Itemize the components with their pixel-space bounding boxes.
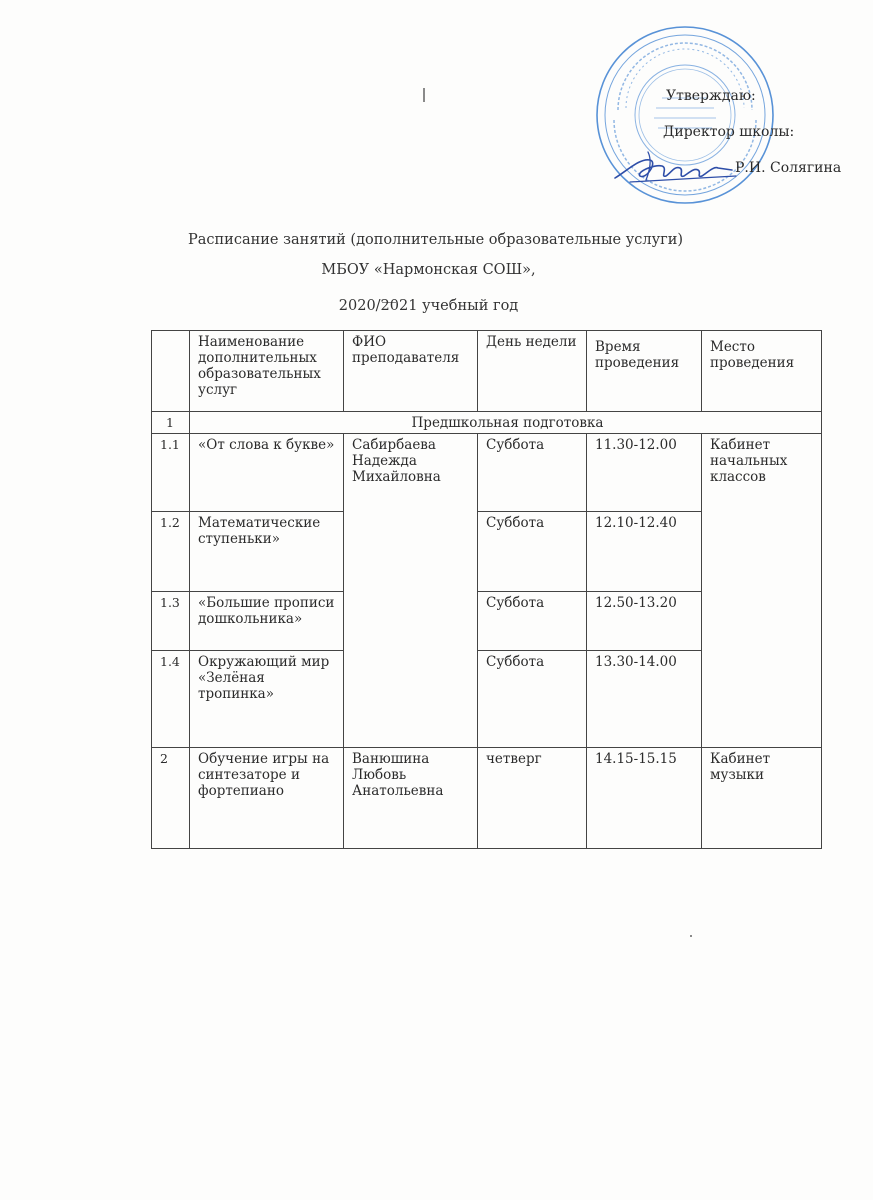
row-number: 2 xyxy=(152,748,190,849)
scan-mark xyxy=(690,935,692,937)
section-number: 1 xyxy=(152,412,190,434)
scan-mark xyxy=(423,88,425,102)
row-number: 1.3 xyxy=(152,592,190,651)
lesson-day: четверг xyxy=(478,748,587,849)
school-name: МБОУ «Нармонская СОШ», xyxy=(321,262,536,278)
lesson-place: Кабинет музыки xyxy=(702,748,822,849)
service-name: Окружающий мир «Зелёная тропинка» xyxy=(190,651,344,748)
row-number: 1.1 xyxy=(152,434,190,512)
signature-icon xyxy=(610,140,740,190)
row-number: 1.2 xyxy=(152,512,190,592)
lesson-day: Суббота xyxy=(478,592,587,651)
header-cell-service: Наименование дополнительных образовательных услуг xyxy=(190,331,344,412)
approval-label: Утверждаю: xyxy=(666,88,756,104)
lesson-time: 14.15-15.15 xyxy=(587,748,702,849)
header-cell-place: Место проведения xyxy=(702,331,822,412)
lesson-time: 12.50-13.20 xyxy=(587,592,702,651)
schedule-table xyxy=(151,330,822,849)
school-year: 2020/2021 учебный год xyxy=(338,298,519,314)
lesson-place: Кабинет начальных классов xyxy=(702,434,822,748)
table-header-row xyxy=(152,331,822,412)
lesson-day: Суббота xyxy=(478,434,587,512)
document-title: Расписание занятий (дополнительные образовательные услуги) xyxy=(187,232,684,248)
service-name: «Большие прописи дошкольника» xyxy=(190,592,344,651)
lesson-day: Суббота xyxy=(478,651,587,748)
lesson-time: 11.30-12.00 xyxy=(587,434,702,512)
teacher-name: Ванюшина Любовь Анатольевна xyxy=(344,748,478,849)
section-row xyxy=(152,412,822,434)
row-number: 1.4 xyxy=(152,651,190,748)
teacher-name: Сабирбаева Надежда Михайловна xyxy=(344,434,478,748)
section-title: Предшкольная подготовка xyxy=(190,412,822,434)
lesson-time: 13.30-14.00 xyxy=(587,651,702,748)
header-cell-time: Время проведения xyxy=(587,331,702,412)
approval-name: Р.И. Солягина xyxy=(735,160,842,176)
lesson-day: Суббота xyxy=(478,512,587,592)
approval-role: Директор школы: xyxy=(663,124,795,140)
header-cell-day: День недели xyxy=(478,331,587,412)
header-cell-num xyxy=(152,331,190,412)
service-name: «От слова к букве» xyxy=(190,434,344,512)
table-row xyxy=(152,434,822,512)
table-row xyxy=(152,748,822,849)
lesson-time: 12.10-12.40 xyxy=(587,512,702,592)
service-name: Обучение игры на синтезаторе и фортепиано xyxy=(190,748,344,849)
header-cell-teacher: ФИО преподавателя xyxy=(344,331,478,412)
service-name: Математические ступеньки» xyxy=(190,512,344,592)
